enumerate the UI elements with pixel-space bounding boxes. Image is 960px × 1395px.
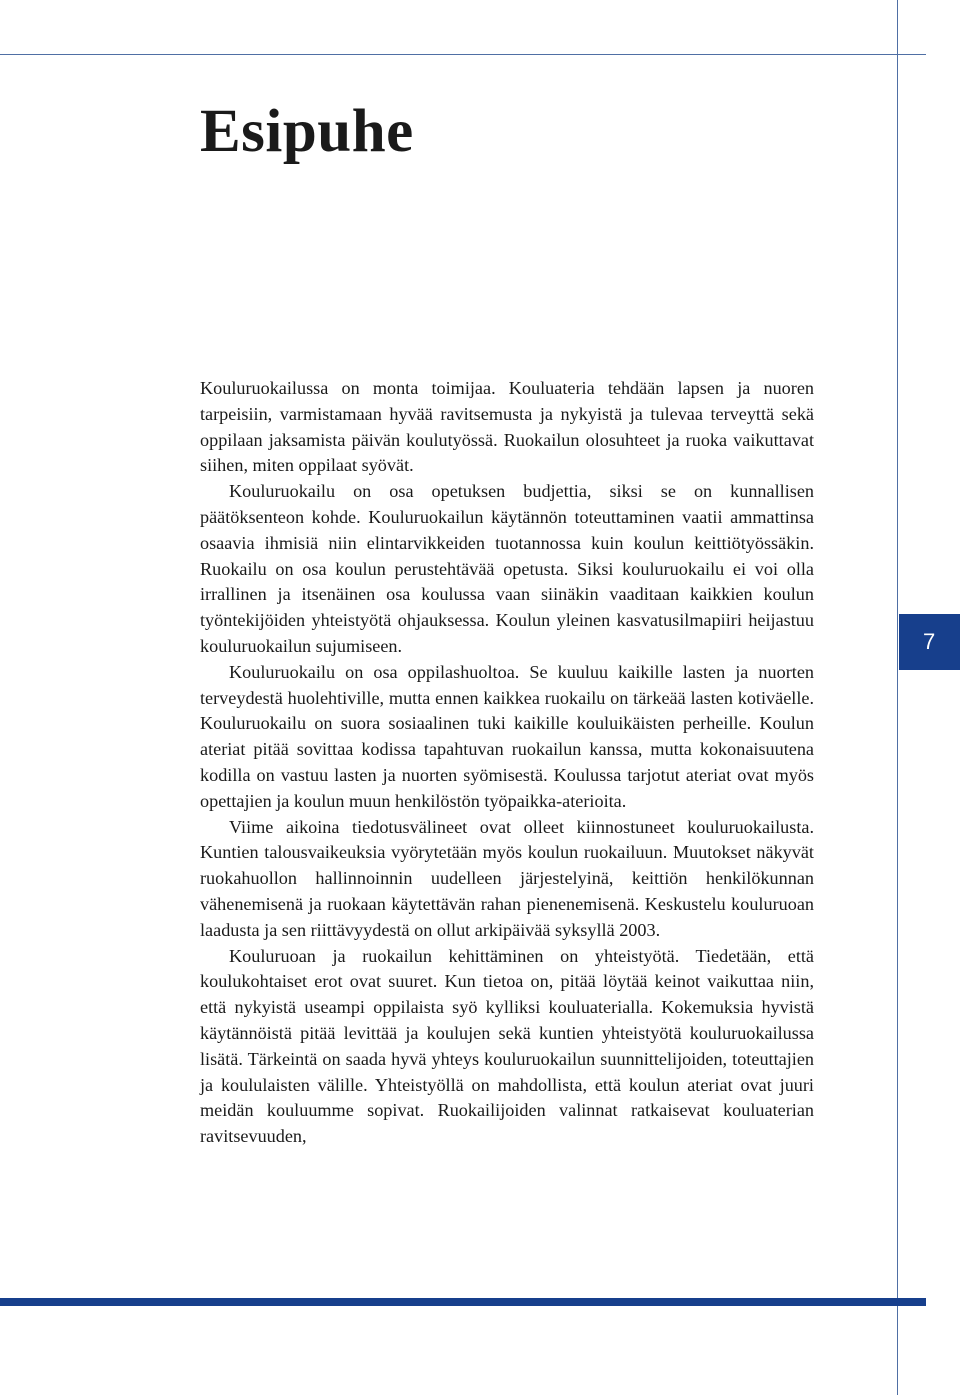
- paragraph-5: Kouluruoan ja ruokailun kehittäminen on yhteistyötä. Tiedetään, että koulukohtaiset erot ovat suuret. Kun tietoa on, pitää löytää keinot vaikuttaa niin, että nykyistä useampi oppilaista syö kylliksi kouluaterialla. Kokemuksia hyvistä käytännöistä pitää levittää ja koulujen sekä kuntien yhteistyötä kouluruokailussa lisätä. Tärkeintä on saada hyvä yhteys kouluruokailun suunnittelijoiden, toteuttajien ja koululaisten välille. Yhteistyöllä on mahdollista, että koulun ateriat ovat juuri meidän kouluumme sopivat. Ruokailijoiden valinnat ratkaisevat kouluaterian ravitsevuuden,: [200, 945, 814, 1147]
- page-number-tab: 7: [899, 614, 960, 670]
- bottom-band: [0, 1298, 926, 1306]
- top-rule: [0, 54, 926, 55]
- paragraph-2: Kouluruokailu on osa opetuksen budjettia, siksi se on kunnallisen päätöksenteon kohde. Kouluruokailun käytännön toteuttaminen vaatii ammattinsa osaavia ihmisiä niin elintarvikkeiden tuotannossa kuin koulun keittiötyössäkin. Ruokailu on osa koulun perustehtävää opetusta. Siksi kouluruokailu ei voi olla irrallinen ja itsenäinen osa koulussa vaan siinäkin vaaditaan kaikkien koulun työntekijöiden yhteistyötä ohjauksessa. Koulun yleinen kasvatusilmapiiri heijastuu kouluruokailun sujumiseen.: [200, 481, 814, 656]
- page-title: Esipuhe: [200, 98, 414, 165]
- paragraph-4: Viime aikoina tiedotusvälineet ovat olleet kiinnostuneet kouluruokailusta. Kuntien talousvaikeuksia vyörytetään myös koulun ruokailuun. Muutokset näkyvät ruokahuollon hallinnoinnin uudelleen järjestelyinä, keittiön henkilökunnan vähenemisenä ja ruokaan käytettävän rahan pienenemisenä. Keskustelu kouluruoan laadusta ja sen riittävyydestä on ollut arkipäivää syksyllä 2003.: [200, 816, 814, 940]
- paragraph-3: Kouluruokailu on osa oppilashuoltoa. Se kuuluu kaikille lasten ja nuorten terveydestä huolehtiville, mutta ennen kaikkea ruokailu on tärkeää lasten kotiväelle. Kouluruokailu on suora sosiaalinen tuki kaikille kouluikäisten perheille. Koulun ateriat pitää sovittaa kodissa tapahtuvan ruokailun kanssa, mutta kokonaisuutena kodilla on vastuu lasten ja nuorten syömisestä. Koulussa tarjotut ateriat ovat myös opettajien ja koulun muun henkilöstön työpaikka-aterioita.: [200, 661, 814, 811]
- body-text: [200, 376, 814, 1150]
- margin-rule: [897, 0, 898, 1395]
- paragraph-1: Kouluruokailussa on monta toimijaa. Kouluateria tehdään lapsen ja nuoren tarpeisiin, varmistamaan hyvää ravitsemusta ja nykyistä ja tulevaa terveyttä sekä oppilaan jaksamista päivän koulutyössä. Ruokailun olosuhteet ja ruoka vaikuttavat siihen, miten oppilaat syövät.: [200, 378, 814, 476]
